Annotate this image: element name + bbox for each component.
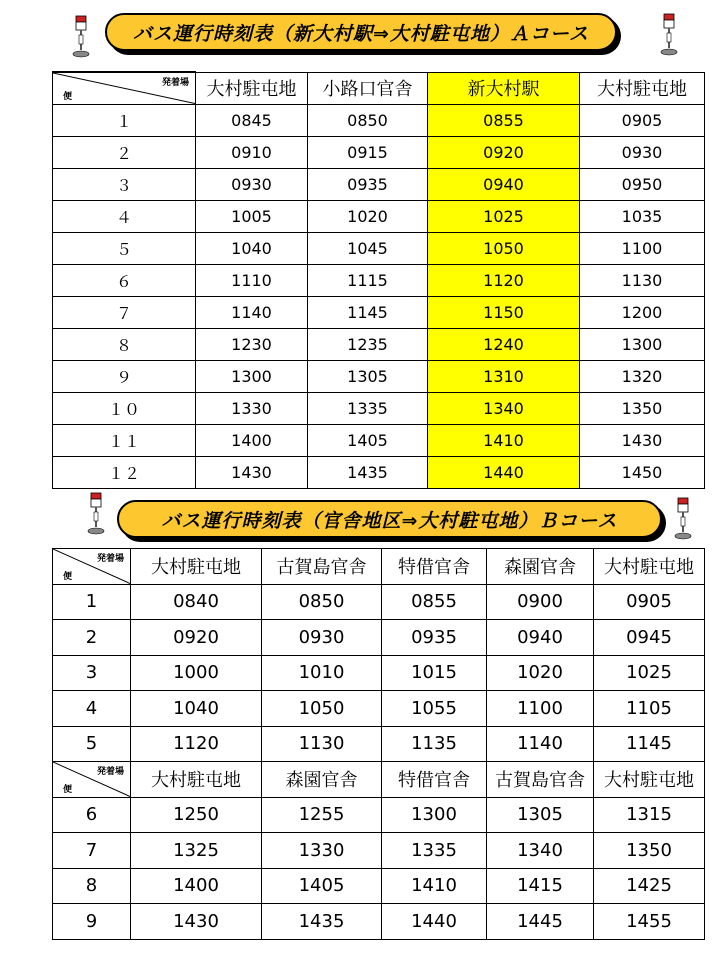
time-cell: 0920 xyxy=(428,136,580,168)
header-row xyxy=(53,72,705,104)
course-b-title: バス運行時刻表（官舎地区⇒大村駐屯地）Ｂコース xyxy=(161,509,618,532)
time-cell: 1455 xyxy=(594,904,705,940)
time-cell: 1330 xyxy=(196,392,308,424)
corner-label-trip: 便 xyxy=(63,91,73,102)
time-cell: 1405 xyxy=(308,424,428,456)
time-cell: 1140 xyxy=(196,296,308,328)
trip-number-cell: 8 xyxy=(53,868,131,904)
corner-label-trip: 便 xyxy=(63,784,73,795)
time-cell: 0930 xyxy=(262,620,382,656)
trip-number-cell: ４ xyxy=(53,200,196,232)
header-row xyxy=(53,549,705,585)
column-header: 大村駐屯地 xyxy=(131,549,262,585)
column-header: 古賀島官舎 xyxy=(487,762,594,798)
trip-number-cell: １ xyxy=(53,104,196,136)
time-cell: 1410 xyxy=(428,424,580,456)
table-row xyxy=(53,620,705,656)
table-row xyxy=(53,104,705,136)
time-cell: 1050 xyxy=(428,232,580,264)
column-header: 森園官舎 xyxy=(262,762,382,798)
time-cell: 0940 xyxy=(428,168,580,200)
column-header: 特借官舎 xyxy=(382,762,487,798)
column-header: 大村駐屯地 xyxy=(131,762,262,798)
trip-number-cell: ８ xyxy=(53,328,196,360)
time-cell: 1145 xyxy=(594,726,705,762)
trip-number-cell: ３ xyxy=(53,168,196,200)
time-cell: 0850 xyxy=(308,104,428,136)
table-row xyxy=(53,456,705,488)
time-cell: 0920 xyxy=(131,620,262,656)
time-cell: 1315 xyxy=(594,797,705,833)
time-cell: 1100 xyxy=(580,232,705,264)
table-row xyxy=(53,168,705,200)
time-cell: 1130 xyxy=(262,726,382,762)
time-cell: 1145 xyxy=(308,296,428,328)
time-cell: 0900 xyxy=(487,584,594,620)
time-cell: 0930 xyxy=(196,168,308,200)
table-row xyxy=(53,726,705,762)
table-row xyxy=(53,232,705,264)
time-cell: 1140 xyxy=(487,726,594,762)
bus-stop-icon xyxy=(658,13,680,57)
table-row xyxy=(53,868,705,904)
column-header: 新大村駅 xyxy=(428,72,580,104)
time-cell: 1335 xyxy=(382,833,487,869)
time-cell: 1040 xyxy=(131,691,262,727)
time-cell: 1235 xyxy=(308,328,428,360)
trip-number-cell: 9 xyxy=(53,904,131,940)
corner-label-stop: 発着場 xyxy=(96,554,124,564)
time-cell: 1435 xyxy=(262,904,382,940)
time-cell: 1325 xyxy=(131,833,262,869)
table-row xyxy=(53,200,705,232)
time-cell: 1230 xyxy=(196,328,308,360)
column-header: 古賀島官舎 xyxy=(262,549,382,585)
time-cell: 1120 xyxy=(131,726,262,762)
trip-number-cell: ６ xyxy=(53,264,196,296)
header-corner-cell xyxy=(53,549,131,585)
trip-number-cell: 5 xyxy=(53,726,131,762)
column-header: 特借官舎 xyxy=(382,549,487,585)
trip-number-cell: 3 xyxy=(53,655,131,691)
time-cell: 0915 xyxy=(308,136,428,168)
time-cell: 1300 xyxy=(580,328,705,360)
time-cell: 1350 xyxy=(594,833,705,869)
time-cell: 1335 xyxy=(308,392,428,424)
header-row xyxy=(53,762,705,798)
time-cell: 1305 xyxy=(487,797,594,833)
time-cell: 1340 xyxy=(428,392,580,424)
time-cell: 1450 xyxy=(580,456,705,488)
time-cell: 1300 xyxy=(196,360,308,392)
bus-stop-icon xyxy=(672,497,694,541)
column-header: 小路口官舎 xyxy=(308,72,428,104)
time-cell: 1025 xyxy=(594,655,705,691)
time-cell: 1430 xyxy=(580,424,705,456)
table-row xyxy=(53,584,705,620)
table-row xyxy=(53,655,705,691)
time-cell: 0840 xyxy=(131,584,262,620)
time-cell: 1115 xyxy=(308,264,428,296)
time-cell: 1020 xyxy=(487,655,594,691)
time-cell: 1440 xyxy=(382,904,487,940)
column-header: 森園官舎 xyxy=(487,549,594,585)
time-cell: 1320 xyxy=(580,360,705,392)
time-cell: 1430 xyxy=(196,456,308,488)
trip-number-cell: ９ xyxy=(53,360,196,392)
trip-number-cell: 7 xyxy=(53,833,131,869)
trip-number-cell: 6 xyxy=(53,797,131,833)
time-cell: 1340 xyxy=(487,833,594,869)
time-cell: 1430 xyxy=(131,904,262,940)
time-cell: 1150 xyxy=(428,296,580,328)
time-cell: 1020 xyxy=(308,200,428,232)
table-row xyxy=(53,904,705,940)
trip-number-cell: １２ xyxy=(53,456,196,488)
time-cell: 1425 xyxy=(594,868,705,904)
time-cell: 1250 xyxy=(131,797,262,833)
course-a-timetable xyxy=(52,71,705,489)
time-cell: 0855 xyxy=(382,584,487,620)
table-row xyxy=(53,424,705,456)
table-row xyxy=(53,328,705,360)
table-row xyxy=(53,296,705,328)
time-cell: 0850 xyxy=(262,584,382,620)
course-b-timetable xyxy=(52,548,705,940)
column-header: 大村駐屯地 xyxy=(594,762,705,798)
table-row xyxy=(53,264,705,296)
trip-number-cell: １１ xyxy=(53,424,196,456)
time-cell: 1000 xyxy=(131,655,262,691)
time-cell: 1300 xyxy=(382,797,487,833)
time-cell: 1035 xyxy=(580,200,705,232)
time-cell: 1110 xyxy=(196,264,308,296)
trip-number-cell: ２ xyxy=(53,136,196,168)
time-cell: 1400 xyxy=(196,424,308,456)
time-cell: 0940 xyxy=(487,620,594,656)
course-b-title-banner xyxy=(117,500,662,538)
time-cell: 1100 xyxy=(487,691,594,727)
trip-number-cell: ７ xyxy=(53,296,196,328)
time-cell: 1135 xyxy=(382,726,487,762)
time-cell: 0930 xyxy=(580,136,705,168)
trip-number-cell: 1 xyxy=(53,584,131,620)
time-cell: 1200 xyxy=(580,296,705,328)
time-cell: 1255 xyxy=(262,797,382,833)
time-cell: 0905 xyxy=(580,104,705,136)
corner-label-stop: 発着場 xyxy=(161,78,189,88)
course-a-title: バス運行時刻表（新大村駅⇒大村駐屯地）Ａコース xyxy=(133,22,589,45)
column-header: 大村駐屯地 xyxy=(594,549,705,585)
time-cell: 0905 xyxy=(594,584,705,620)
corner-label-trip: 便 xyxy=(63,571,73,582)
course-a-title-banner xyxy=(105,13,617,51)
trip-number-cell: １０ xyxy=(53,392,196,424)
table-row xyxy=(53,360,705,392)
time-cell: 1405 xyxy=(262,868,382,904)
time-cell: 1330 xyxy=(262,833,382,869)
time-cell: 1040 xyxy=(196,232,308,264)
time-cell: 1350 xyxy=(580,392,705,424)
time-cell: 0935 xyxy=(308,168,428,200)
trip-number-cell: ５ xyxy=(53,232,196,264)
time-cell: 1410 xyxy=(382,868,487,904)
time-cell: 1435 xyxy=(308,456,428,488)
time-cell: 1050 xyxy=(262,691,382,727)
time-cell: 1240 xyxy=(428,328,580,360)
time-cell: 0950 xyxy=(580,168,705,200)
time-cell: 1045 xyxy=(308,232,428,264)
trip-number-cell: 4 xyxy=(53,691,131,727)
bus-stop-icon xyxy=(85,492,107,536)
table-row xyxy=(53,691,705,727)
time-cell: 0935 xyxy=(382,620,487,656)
time-cell: 1445 xyxy=(487,904,594,940)
time-cell: 1005 xyxy=(196,200,308,232)
time-cell: 1105 xyxy=(594,691,705,727)
time-cell: 1305 xyxy=(308,360,428,392)
table-row xyxy=(53,833,705,869)
time-cell: 1025 xyxy=(428,200,580,232)
trip-number-cell: 2 xyxy=(53,620,131,656)
table-row xyxy=(53,392,705,424)
bus-stop-icon xyxy=(70,15,92,59)
time-cell: 1415 xyxy=(487,868,594,904)
time-cell: 1400 xyxy=(131,868,262,904)
time-cell: 0845 xyxy=(196,104,308,136)
time-cell: 1440 xyxy=(428,456,580,488)
time-cell: 1015 xyxy=(382,655,487,691)
time-cell: 0910 xyxy=(196,136,308,168)
column-header: 大村駐屯地 xyxy=(196,72,308,104)
table-row xyxy=(53,136,705,168)
time-cell: 1010 xyxy=(262,655,382,691)
time-cell: 1130 xyxy=(580,264,705,296)
header-corner-cell xyxy=(53,72,196,104)
time-cell: 0855 xyxy=(428,104,580,136)
time-cell: 0945 xyxy=(594,620,705,656)
time-cell: 1055 xyxy=(382,691,487,727)
header-corner-cell xyxy=(53,762,131,798)
time-cell: 1120 xyxy=(428,264,580,296)
corner-label-stop: 発着場 xyxy=(96,767,124,777)
time-cell: 1310 xyxy=(428,360,580,392)
table-row xyxy=(53,797,705,833)
column-header: 大村駐屯地 xyxy=(580,72,705,104)
